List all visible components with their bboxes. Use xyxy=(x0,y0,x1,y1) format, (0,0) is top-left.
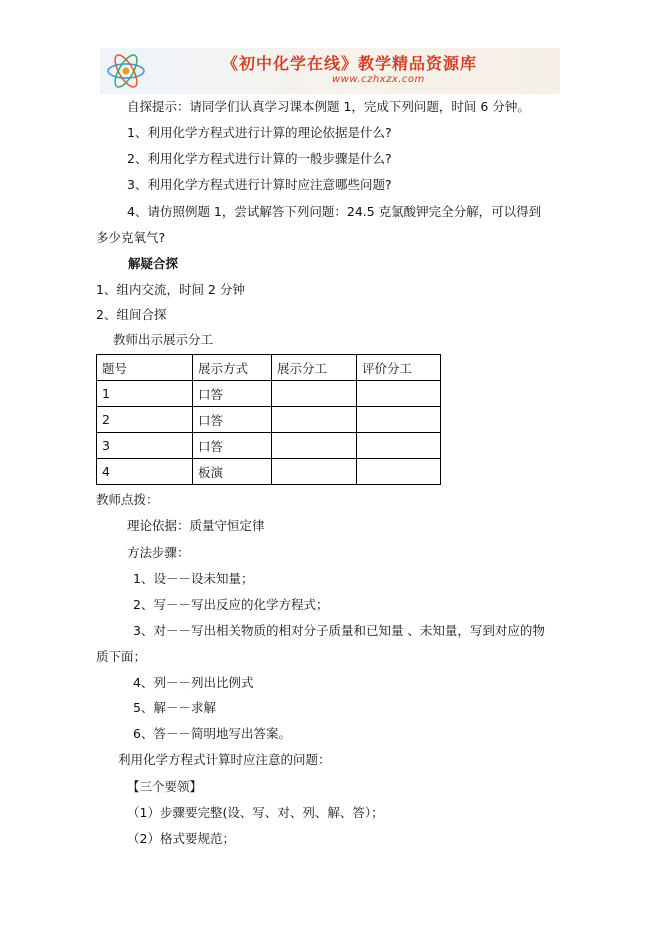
table-header-row xyxy=(97,355,441,381)
solve-item-2: 2、组间合探 xyxy=(96,307,167,322)
table-cell xyxy=(272,381,357,407)
banner-url: www.czhxzx.com xyxy=(332,74,425,85)
table-cell xyxy=(357,407,441,433)
table-cell: 口答 xyxy=(193,433,272,459)
table-cell xyxy=(357,381,441,407)
step-4: 4、列－－列出比例式 xyxy=(133,675,254,690)
table-cell xyxy=(272,433,357,459)
header-cell: 展示方式 xyxy=(193,355,272,381)
three-points-heading: 【三个要领】 xyxy=(127,779,203,794)
teacher-show-label: 教师出示展示分工 xyxy=(113,332,214,347)
question-3: 3、利用化学方程式进行计算时应注意哪些问题? xyxy=(127,177,392,192)
table-row xyxy=(97,459,441,485)
header-cell: 评价分工 xyxy=(357,355,441,381)
table-cell xyxy=(357,433,441,459)
table-cell xyxy=(357,459,441,485)
header-banner xyxy=(100,48,560,94)
self-explore-hint: 自探提示：请同学们认真学习课本例题 1，完成下列问题，时间 6 分钟。 xyxy=(127,99,530,114)
step-6: 6、答－－简明地写出答案。 xyxy=(133,726,291,741)
table-row xyxy=(97,407,441,433)
table-cell: 1 xyxy=(97,381,193,407)
method-label: 方法步骤： xyxy=(127,545,190,560)
table-cell: 板演 xyxy=(193,459,272,485)
question-4-line1: 4、请仿照例题 1，尝试解答下列问题：24.5 克氯酸钾完全分解，可以得到 xyxy=(127,204,542,219)
section-heading: 解疑合探 xyxy=(128,256,179,271)
question-4-line2: 多少克氧气? xyxy=(96,230,166,245)
table-cell xyxy=(272,407,357,433)
table-cell: 口答 xyxy=(193,381,272,407)
atom-orbit-icon xyxy=(104,51,148,91)
question-1: 1、利用化学方程式进行计算的理论依据是什么? xyxy=(127,125,392,140)
teacher-guide-heading: 教师点拨： xyxy=(96,492,159,507)
banner-title: 《初中化学在线》教学精品资源库 xyxy=(222,54,478,73)
table-cell xyxy=(272,459,357,485)
question-2: 2、利用化学方程式进行计算的一般步骤是什么? xyxy=(127,151,392,166)
step-3-line1: 3、对－－写出相关物质的相对分子质量和已知量 、未知量，写到对应的物 xyxy=(133,623,545,638)
notes-title: 利用化学方程式计算时应注意的问题： xyxy=(118,752,331,767)
point-2: （2）格式要规范； xyxy=(127,831,235,846)
step-1: 1、设－－设未知量； xyxy=(133,571,254,586)
table-row xyxy=(97,381,441,407)
theory-basis: 理论依据：质量守恒定律 xyxy=(127,518,265,533)
table-cell: 口答 xyxy=(193,407,272,433)
table-cell: 4 xyxy=(97,459,193,485)
division-table xyxy=(96,354,441,485)
solve-item-1: 1、组内交流，时间 2 分钟 xyxy=(96,282,245,297)
table-row xyxy=(97,433,441,459)
step-5: 5、解－－求解 xyxy=(133,700,216,715)
table-cell: 2 xyxy=(97,407,193,433)
step-2: 2、写－－写出反应的化学方程式； xyxy=(133,597,329,612)
point-1: （1）步骤要完整(设、写、对、列、解、答）； xyxy=(127,805,384,820)
header-cell: 展示分工 xyxy=(272,355,357,381)
table-cell: 3 xyxy=(97,433,193,459)
step-3-line2: 质下面； xyxy=(96,649,147,664)
header-cell: 题号 xyxy=(97,355,193,381)
